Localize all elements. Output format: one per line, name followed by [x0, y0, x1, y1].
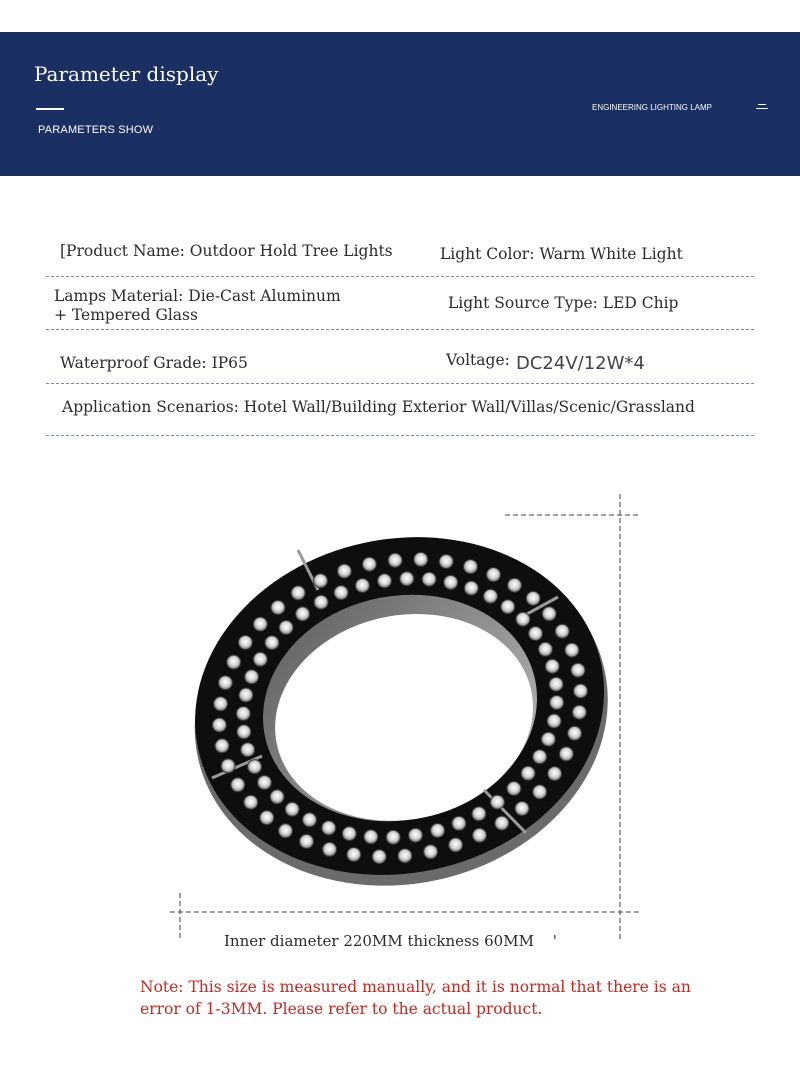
led-bead — [548, 767, 562, 781]
led-bead — [574, 684, 588, 698]
led-bead — [516, 612, 530, 626]
led-bead — [490, 795, 504, 809]
led-bead — [568, 726, 582, 740]
led-bead — [347, 848, 361, 862]
param-light-color: Light Color: Warm White Light — [440, 245, 683, 263]
led-bead — [355, 579, 369, 593]
led-bead — [515, 802, 529, 816]
led-bead — [472, 807, 486, 821]
param-light-source: Light Source Type: LED Chip — [448, 294, 679, 312]
led-bead — [248, 760, 262, 774]
led-bead — [337, 564, 351, 578]
param-waterproof: Waterproof Grade: IP65 — [60, 354, 248, 372]
led-bead — [279, 621, 293, 635]
led-bead — [571, 663, 585, 677]
row-divider — [46, 383, 754, 384]
header-banner — [0, 32, 800, 176]
led-bead — [270, 790, 284, 804]
led-bead — [565, 643, 579, 657]
led-bead — [409, 828, 423, 842]
dimension-caption: Inner diameter 220MM thickness 60MM ' — [224, 932, 557, 950]
led-bead — [464, 581, 478, 595]
led-bead — [473, 828, 487, 842]
led-bead — [555, 624, 569, 638]
led-bead — [521, 766, 535, 780]
ring-light-diagram — [160, 490, 640, 940]
led-bead — [244, 795, 258, 809]
param-material-line2: + Tempered Glass — [54, 306, 198, 324]
param-material-line1: Lamps Material: Die-Cast Aluminum — [54, 287, 341, 305]
led-bead — [501, 600, 515, 614]
led-bead — [545, 659, 559, 673]
led-bead — [449, 838, 463, 852]
led-bead — [538, 642, 552, 656]
led-bead — [212, 718, 226, 732]
led-bead — [323, 842, 337, 856]
led-bead — [285, 802, 299, 816]
led-bead — [227, 655, 241, 669]
led-bead — [398, 849, 412, 863]
led-bead — [533, 785, 547, 799]
led-bead — [237, 725, 251, 739]
led-bead — [550, 696, 564, 710]
led-bead — [334, 586, 348, 600]
led-bead — [214, 697, 228, 711]
led-bead — [303, 813, 317, 827]
led-bead — [386, 830, 400, 844]
led-bead — [572, 705, 586, 719]
led-bead — [464, 560, 478, 574]
param-voltage-value: DC24V/12W*4 — [516, 353, 645, 374]
led-bead — [547, 714, 561, 728]
led-bead — [549, 677, 563, 691]
led-bead — [322, 821, 336, 835]
led-bead — [444, 575, 458, 589]
measurement-note: Note: This size is measured manually, and it is normal that there is an error of 1-3MM. Please refer to the actual product. — [140, 978, 691, 1018]
led-bead — [231, 778, 245, 792]
page-subtitle: PARAMETERS SHOW — [38, 124, 154, 136]
led-bead — [300, 834, 314, 848]
row-divider — [46, 329, 754, 330]
decorative-lines-icon — [756, 104, 768, 112]
led-bead — [372, 850, 386, 864]
led-bead — [236, 707, 250, 721]
led-bead — [508, 578, 522, 592]
param-product-name: [Product Name: Outdoor Hold Tree Lights — [60, 242, 393, 260]
led-bead — [314, 595, 328, 609]
led-bead — [291, 586, 305, 600]
brand-label: ENGINEERING LIGHTING LAMP — [592, 103, 713, 112]
led-bead — [529, 627, 543, 641]
led-bead — [559, 747, 573, 761]
led-bead — [364, 830, 378, 844]
page-title: Parameter display — [34, 62, 219, 86]
led-bead — [362, 557, 376, 571]
led-bead — [260, 811, 274, 825]
led-bead — [218, 676, 232, 690]
led-bead — [400, 572, 414, 586]
led-bead — [533, 750, 547, 764]
led-bead — [452, 816, 466, 830]
led-bead — [296, 607, 310, 621]
led-bead — [388, 553, 402, 567]
led-bead — [279, 824, 293, 838]
led-bead — [414, 552, 428, 566]
led-bead — [253, 652, 267, 666]
param-application: Application Scenarios: Hotel Wall/Building Exterior Wall/Villas/Scenic/Grassland — [62, 398, 695, 416]
row-divider — [46, 435, 754, 436]
led-bead — [422, 572, 436, 586]
led-bead — [507, 782, 521, 796]
led-bead — [258, 776, 272, 790]
led-bead — [484, 589, 498, 603]
led-bead — [239, 688, 253, 702]
led-bead — [342, 827, 356, 841]
led-bead — [265, 636, 279, 650]
led-bead — [238, 635, 252, 649]
row-divider — [46, 276, 754, 277]
led-bead — [245, 670, 259, 684]
led-bead — [215, 739, 229, 753]
param-voltage-label: Voltage: — [446, 351, 510, 369]
led-bead — [526, 591, 540, 605]
title-underline — [36, 108, 64, 110]
led-bead — [487, 568, 501, 582]
led-bead — [431, 824, 445, 838]
led-bead — [221, 759, 235, 773]
led-bead — [378, 574, 392, 588]
led-bead — [241, 743, 255, 757]
led-bead — [541, 732, 555, 746]
led-bead — [424, 845, 438, 859]
led-bead — [271, 601, 285, 615]
led-bead — [314, 574, 328, 588]
led-bead — [495, 816, 509, 830]
led-bead — [253, 617, 267, 631]
led-bead — [542, 607, 556, 621]
led-bead — [439, 555, 453, 569]
